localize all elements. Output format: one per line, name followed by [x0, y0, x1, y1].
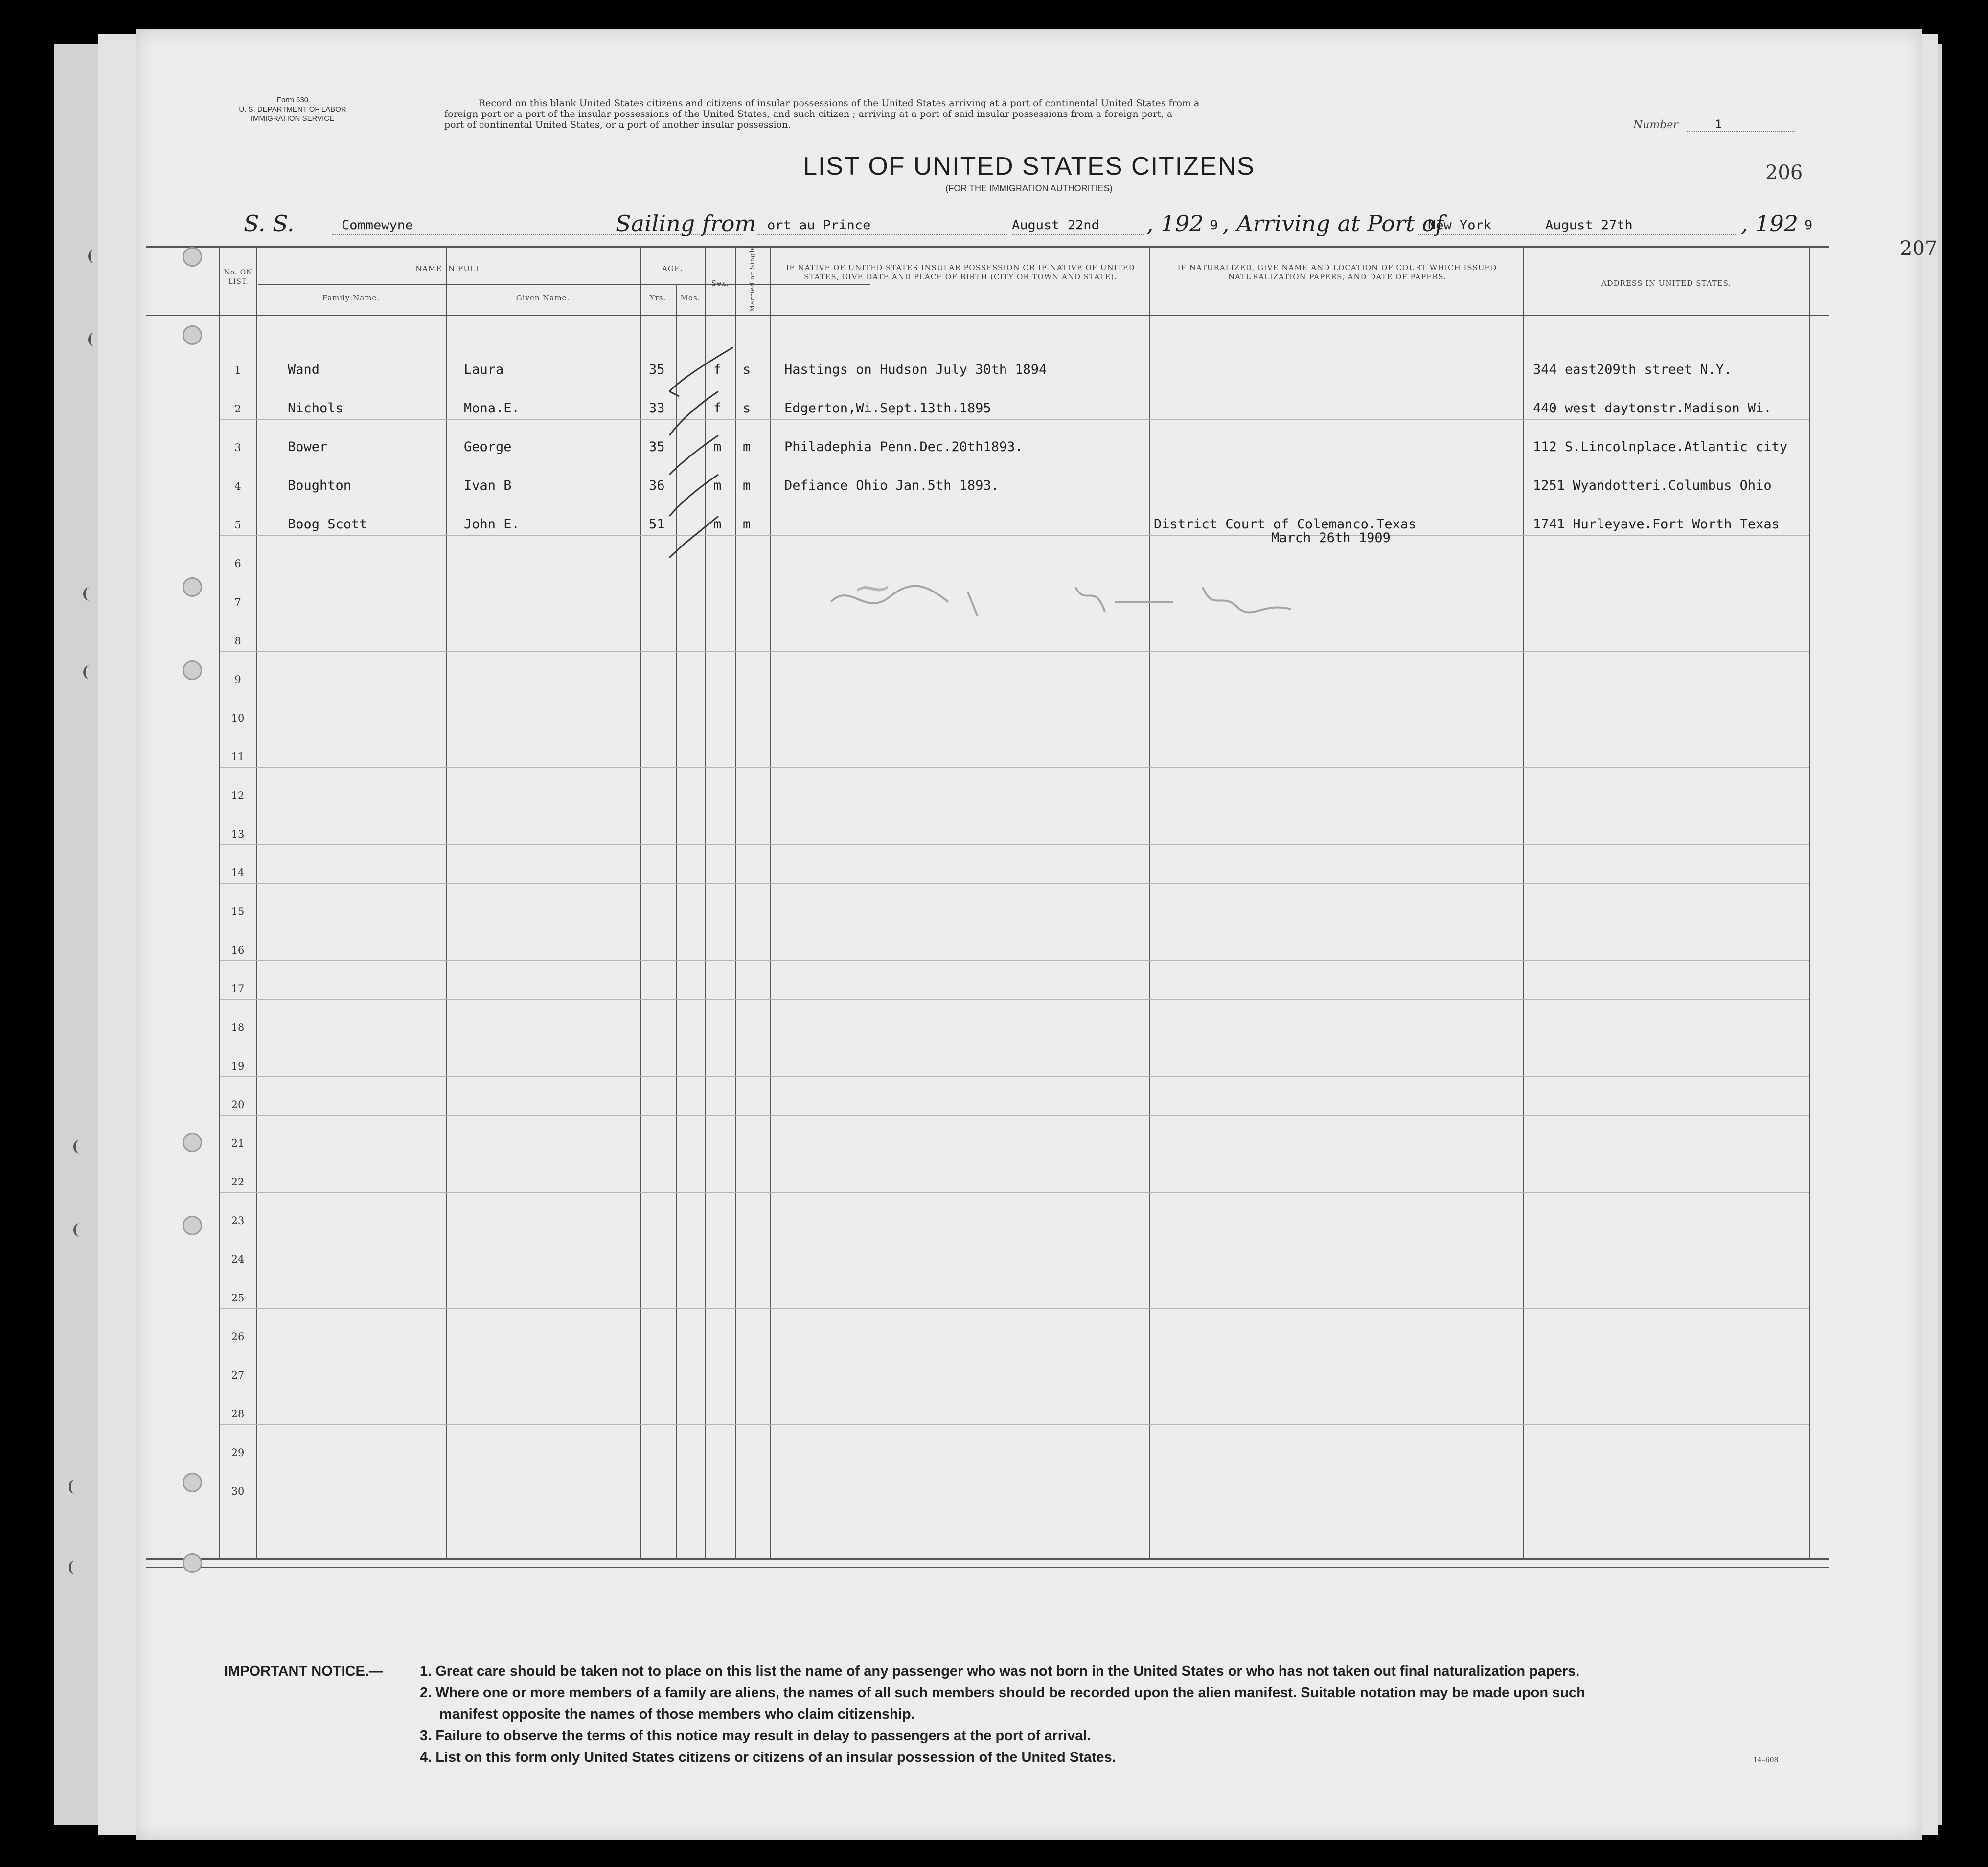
margin-mark: [69, 1561, 81, 1574]
row-number: 19: [231, 1060, 245, 1072]
header-name-in-full: NAME IN FULL: [415, 264, 481, 273]
header-mos: Mos.: [680, 294, 701, 302]
binder-hole: [183, 1216, 202, 1235]
page-subtitle: (FOR THE IMMIGRATION AUTHORITIES): [945, 183, 1113, 193]
pencil-scribble: ⁓: [855, 568, 890, 608]
margin-mark: [73, 1223, 86, 1237]
header-age: AGE.: [662, 264, 683, 273]
marital-status-cell: s: [743, 362, 751, 377]
row-rule: [220, 1424, 1809, 1425]
sex-cell: m: [713, 478, 722, 493]
notice-item-4: 4. List on this form only United States citizens or citizens of an insular possession of the United States.: [420, 1750, 1116, 1765]
row-number: 24: [231, 1253, 245, 1265]
row-number: 8: [234, 635, 241, 647]
row-rule: [220, 535, 1809, 536]
row-number: 3: [234, 442, 241, 454]
row-number: 13: [231, 828, 245, 840]
binder-hole: [183, 325, 202, 345]
sex-cell: f: [713, 362, 722, 377]
pencil-marks: [821, 572, 1359, 626]
record-line: foreign port or a port of the insular possessions of the United States, and such citizen ; arriving at a port of said insular possessions from a foreign port, a: [444, 109, 1173, 119]
row-rule: [220, 999, 1809, 1000]
address-cell: 344 east209th street N.Y.: [1533, 362, 1732, 377]
row-rule: [220, 1192, 1809, 1193]
footer-code: 14–608: [1753, 1756, 1779, 1764]
given-name-cell: John E.: [464, 517, 520, 532]
given-name-cell: Laura: [464, 362, 504, 377]
age-years-cell: 51: [649, 517, 665, 532]
notice-item-2-cont: manifest opposite the names of those members who claim citizenship.: [439, 1707, 915, 1722]
sailing-from-label: Sailing from: [616, 210, 756, 237]
row-rule: [220, 419, 1809, 420]
row-rule: [220, 1308, 1809, 1309]
row-rule: [220, 844, 1809, 845]
year-2-digit: 9: [1805, 218, 1813, 233]
year-1-digit: 9: [1210, 218, 1218, 233]
given-name-cell: Mona.E.: [464, 401, 520, 416]
row-number: 22: [231, 1176, 245, 1188]
row-rule: [220, 1115, 1809, 1116]
header-yrs: Yrs.: [649, 294, 666, 302]
sex-cell: m: [713, 439, 722, 455]
binder-hole: [183, 1473, 202, 1492]
row-number: 20: [231, 1099, 245, 1111]
age-years-cell: 35: [649, 439, 665, 455]
row-rule: [220, 651, 1809, 652]
header-birth: IF NATIVE OF UNITED STATES INSULAR POSSESSION OR IF NATIVE OF UNITED STATES, GIVE DATE AND PLACE OF BIRTH (CITY OR TOWN AND STATE).: [786, 263, 1135, 281]
from-port: ort au Prince: [767, 218, 871, 233]
row-number: 25: [231, 1292, 245, 1304]
birthplace-cell: Philadephia Penn.Dec.20th1893.: [784, 439, 1023, 455]
row-number: 6: [234, 558, 241, 569]
row-number: 29: [231, 1447, 245, 1458]
row-number: 21: [231, 1138, 245, 1149]
row-number: 18: [231, 1022, 245, 1033]
manifest-page: [136, 29, 1938, 1840]
family-name-cell: Wand: [288, 362, 320, 377]
naturalization-date-cell: March 26th 1909: [1271, 530, 1391, 546]
passenger-table: [136, 29, 1922, 1840]
stamped-page-number: 206: [1765, 161, 1803, 184]
row-number: 4: [234, 480, 241, 492]
header-sex: Sex.: [711, 279, 730, 288]
age-years-cell: 35: [649, 362, 665, 377]
row-number: 11: [231, 751, 245, 763]
margin-mark: [83, 665, 95, 679]
naturalization-court-cell: District Court of Colemanco.Texas: [1154, 517, 1417, 532]
family-name-cell: Bower: [288, 439, 328, 455]
row-number: 27: [231, 1369, 245, 1381]
age-years-cell: 36: [649, 478, 665, 493]
marital-status-cell: m: [743, 439, 751, 455]
list-number-value: 1: [1715, 117, 1722, 131]
record-line: port of continental United States, or a port of another insular possession.: [444, 119, 791, 130]
binder-hole: [183, 1553, 202, 1573]
header-no: No. ON LIST.: [224, 269, 253, 286]
marital-status-cell: m: [743, 517, 751, 532]
margin-mark: [69, 1480, 81, 1494]
row-number: 15: [231, 906, 245, 917]
notice-item-1: 1. Great care should be taken not to place on this list the name of any passenger who was not born in the United States or who has not taken out final naturalization papers.: [420, 1663, 1580, 1679]
row-number: 26: [231, 1331, 245, 1343]
row-rule: [220, 960, 1809, 961]
binder-hole: [183, 660, 202, 680]
page-title: LIST OF UNITED STATES CITIZENS: [803, 152, 1255, 181]
binder-hole: [183, 577, 202, 597]
age-years-cell: 33: [649, 401, 665, 416]
record-line: Record on this blank United States citizens and citizens of insular possessions of the United States arriving at a port of continental United States from a: [479, 98, 1200, 109]
margin-mark: [73, 1140, 86, 1154]
given-name-cell: Ivan B: [464, 478, 512, 493]
address-cell: 1251 Wyandotteri.Columbus Ohio: [1533, 478, 1772, 493]
notice-item-3: 3. Failure to observe the terms of this notice may result in delay to passengers at the port of arrival.: [420, 1728, 1091, 1744]
row-number: 12: [231, 790, 245, 801]
row-number: 10: [231, 712, 245, 724]
birthplace-cell: Edgerton,Wi.Sept.13th.1895: [784, 401, 991, 416]
header-family-name: Family Name.: [322, 294, 380, 302]
marital-status-cell: m: [743, 478, 751, 493]
binder-hole: [183, 247, 202, 267]
year-2-prefix: , 192: [1741, 210, 1799, 237]
header-married: Married or Single.: [749, 243, 756, 312]
row-number: 5: [234, 519, 241, 531]
family-name-cell: Boog Scott: [288, 517, 367, 532]
list-number-label: Number: [1633, 119, 1678, 131]
row-number: 9: [234, 674, 241, 685]
row-number: 1: [234, 364, 241, 376]
margin-mark: [88, 333, 100, 346]
row-number: 14: [231, 867, 245, 879]
family-name-cell: Boughton: [288, 478, 352, 493]
row-rule: [220, 767, 1809, 768]
row-number: 17: [231, 983, 245, 995]
form-dept: U. S. DEPARTMENT OF LABOR: [239, 105, 346, 114]
form-service: IMMIGRATION SERVICE: [251, 114, 335, 123]
to-port: New York: [1428, 218, 1492, 233]
row-number: 23: [231, 1215, 245, 1227]
header-given-name: Given Name.: [516, 294, 570, 302]
notice-item-2: 2. Where one or more members of a family are aliens, the names of all such members should be recorded upon the alien manifest. Suitable notation may be made upon such: [420, 1685, 1585, 1701]
birthplace-cell: Hastings on Hudson July 30th 1894: [784, 362, 1047, 377]
ship-name: Commewyne: [342, 218, 413, 233]
address-cell: 1741 Hurleyave.Fort Worth Texas: [1533, 517, 1780, 532]
address-cell: 112 S.Lincolnplace.Atlantic city: [1533, 439, 1788, 455]
marital-status-cell: s: [743, 401, 751, 416]
overlay-page-number: 207: [1900, 237, 1938, 260]
header-address: ADDRESS IN UNITED STATES.: [1601, 279, 1732, 288]
row-number: 7: [234, 596, 241, 608]
form-number: Form 630: [276, 96, 309, 104]
notice-heading: IMPORTANT NOTICE.—: [224, 1663, 383, 1679]
row-number: 28: [231, 1408, 245, 1420]
margin-mark: [83, 587, 95, 601]
family-name-cell: Nichols: [288, 401, 343, 416]
sex-cell: f: [713, 401, 722, 416]
given-name-cell: George: [464, 439, 512, 455]
ss-label: S. S.: [244, 210, 295, 237]
tally-check-marks: [664, 342, 743, 568]
row-number: 2: [234, 403, 241, 415]
address-cell: 440 west daytonstr.Madison Wi.: [1533, 401, 1772, 416]
sex-cell: m: [713, 517, 722, 532]
row-number: 30: [231, 1485, 245, 1497]
to-date: August 27th: [1545, 218, 1633, 233]
row-rule: [220, 883, 1809, 884]
row-rule: [220, 1076, 1809, 1077]
margin-mark: [88, 250, 100, 263]
header-naturalized: IF NATURALIZED, GIVE NAME AND LOCATION OF COURT WHICH ISSUED NATURALIZATION PAPERS, AND DATE OF PAPERS.: [1177, 263, 1497, 281]
arriving-label: , Arriving at Port of: [1222, 210, 1444, 237]
year-1-prefix: , 192: [1146, 210, 1204, 237]
from-date: August 22nd: [1012, 218, 1099, 233]
binder-hole: [183, 1133, 202, 1152]
birthplace-cell: Defiance Ohio Jan.5th 1893.: [784, 478, 999, 493]
row-number: 16: [231, 944, 245, 956]
